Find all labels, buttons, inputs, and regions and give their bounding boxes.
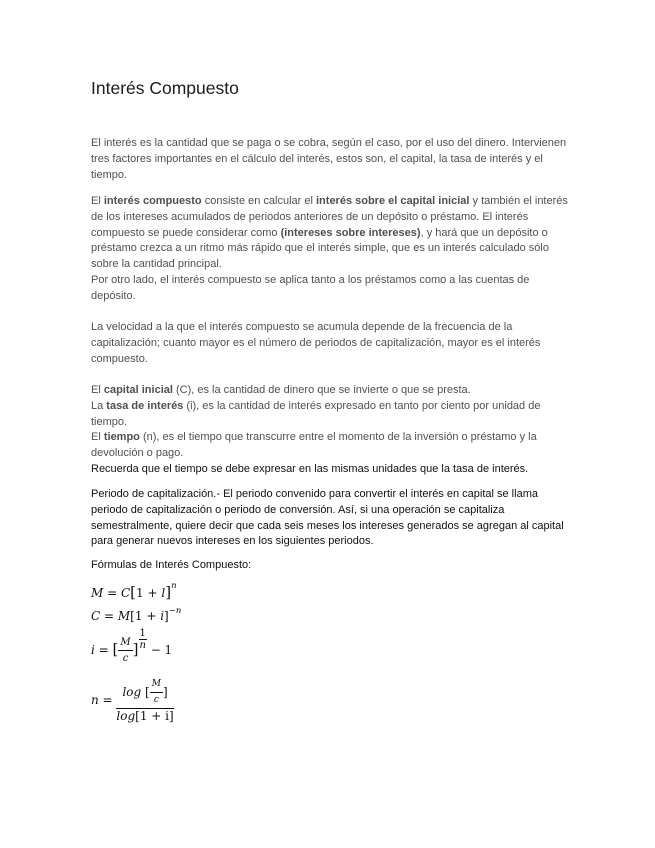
definition-capital: El capital inicial (C), es la cantidad de dinero que se invierte o que se presta.	[91, 384, 471, 396]
page-title: Interés Compuesto	[91, 78, 239, 98]
rate-fraction: $\frac{M}{c}$	[120, 637, 131, 664]
capitalization-period-paragraph: Periodo de capitalización.- El periodo convenido para convertir el interés en capital se llama periodo de capitalización o periodo de conversión. Así, si una operación se capitaliza semestralmente, quiere decir que cada seis meses los intereses generados se agregan al capital para generar nuevos intereses en los siguientes periodos.	[91, 488, 564, 548]
formula-periods: n = log [ $\frac{M}{c}$ ] log[1 + i]	[91, 679, 174, 723]
reminder-note: Recuerda que el tiempo se debe expresar en las mismas unidades que la tasa de interés.	[91, 462, 529, 475]
definition-rate: La tasa de interés (i), es la cantidad de interés expresado en tanto por ciento por unidad de tiempo.	[91, 399, 541, 428]
periods-fraction: log [ $\frac{M}{c}$ ] log[1 + i]	[116, 679, 174, 723]
compound-interest-paragraph: El interés compuesto consiste en calcular el interés sobre el capital inicial y también el interés de los intereses acumulados de periodos anteriores de un depósito o préstamo. El interés compuesto se puede considerar como (intereses sobre intereses), y hará que un depósito o préstamo crezca a un ritmo más rápido que el interés simple, que es un interés calculado sólo sobre la cantidad principal. Por otro lado, el interés compuesto se aplica tanto a los préstamos como a las cuentas de depósito.	[91, 195, 568, 302]
intro-paragraph: El interés es la cantidad que se paga o se cobra, según el caso, por el uso del dinero. Intervienen tres factores importantes en el cálculo del interés, estos son, el capital, la tasa de interés y el tiempo.	[91, 137, 567, 181]
formulas-heading: Fórmulas de Interés Compuesto:	[91, 559, 252, 571]
definition-time: El tiempo (n), es el tiempo que transcurre entre el momento de la inversión o préstamo y la devolución o pago.	[91, 431, 537, 460]
formula-future-value: $M = C[1 + l]^n$	[91, 581, 177, 601]
rate-exponent: $\frac{1}{n}$	[139, 627, 146, 651]
velocity-paragraph: La velocidad a la que el interés compuesto se acumula depende de la frecuencia de la capitalización; cuanto mayor es el número de periodos de capitalización, mayor es el interés compuesto.	[91, 321, 541, 365]
formula-capital: $C = M[1 + i]^{-n}$	[91, 606, 182, 623]
formula-rate: i = [ $\frac{M}{c}$ ] $\frac{1}{n} - 1$	[91, 627, 173, 664]
definitions-block	[91, 383, 571, 478]
